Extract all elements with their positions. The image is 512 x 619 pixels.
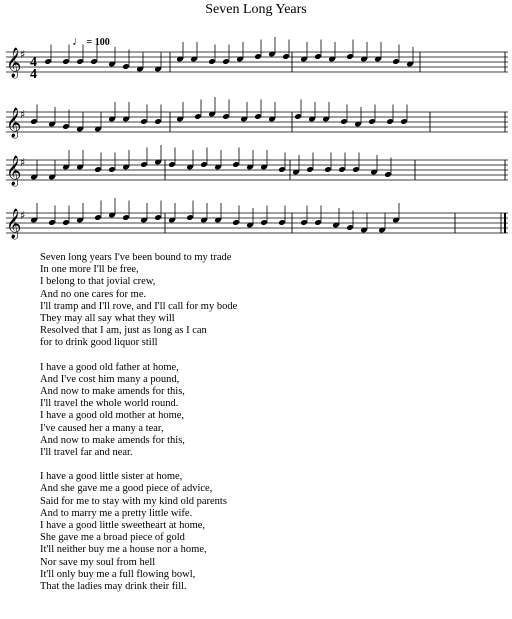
lyrics-line: I have a good little sweetheart at home, (40, 520, 206, 532)
lyrics-line: It'll only buy me a full flowing bowl, (40, 568, 196, 580)
music-score (0, 0, 512, 250)
lyrics-line: Seven long years I've been bound to my trade (40, 252, 232, 263)
lyrics-line: Said for me to stay with my kind old parents (40, 495, 227, 507)
song-title: Seven Long Years (205, 2, 307, 17)
lyrics-line: Resolved that I am, just as long as I can (40, 325, 207, 337)
lyrics-line: I have a good old mother at home, (40, 410, 185, 422)
lyrics-line: Nor save my soul from hell (40, 556, 156, 568)
treble-clef-icon: 𝄞 (6, 156, 22, 186)
lyrics-line: It'll neither buy me a house nor a home, (40, 544, 207, 556)
lyrics-stanza (40, 471, 500, 593)
lyrics-stanza (40, 252, 500, 350)
lyrics-line: And now to make amends for this, (40, 386, 185, 398)
sharp-icon: ♯ (20, 209, 26, 222)
time-signature-bottom: 4 (30, 67, 37, 82)
lyrics-block (40, 252, 500, 605)
sharp-icon: ♯ (20, 108, 26, 121)
lyrics-line: She gave me a broad piece of gold (40, 532, 185, 544)
lyrics-line: I've caused her a many a tear, (40, 422, 164, 434)
lyrics-line: And no one cares for me. (40, 288, 147, 300)
tempo-value: = 100 (86, 37, 110, 48)
sharp-icon: ♯ (20, 156, 26, 169)
lyrics-line: I belong to that jovial crew, (40, 276, 156, 288)
lyrics-line: I have a good old father at home, (40, 361, 179, 373)
lyrics-line: I have a good little sister at home, (40, 471, 183, 483)
half-note-icon: ♩ (72, 34, 84, 48)
time-signature-top: 4 (30, 55, 37, 70)
lyrics-line: They may all say what they will (40, 313, 175, 325)
lyrics-line: I'll travel far and near. (40, 447, 133, 459)
lyrics-line: And to marry me a pretty little wife. (40, 507, 193, 519)
treble-clef-icon: 𝄞 (6, 108, 22, 138)
lyrics-line: And now to make amends for this, (40, 434, 185, 446)
treble-clef-icon: 𝄞 (6, 209, 22, 239)
sharp-icon: ♯ (20, 48, 26, 61)
lyrics-line: In one more I'll be free, (40, 264, 139, 276)
lyrics-line: And I've cost him many a pound, (40, 373, 180, 385)
lyrics-line: That the ladies may drink their fill. (40, 581, 187, 593)
lyrics-line: I'll tramp and I'll rove, and I'll call for my bode (40, 300, 238, 312)
note-layer (30, 37, 414, 233)
lyrics-line: for to drink good liquor still (40, 337, 158, 349)
lyrics-line: I'll travel the whole world round. (40, 398, 179, 410)
lyrics-stanza (40, 362, 500, 460)
lyrics-line: And she gave me a good piece of advice, (40, 483, 213, 495)
treble-clef-icon: 𝄞 (6, 48, 22, 78)
staff-system (6, 47, 508, 240)
